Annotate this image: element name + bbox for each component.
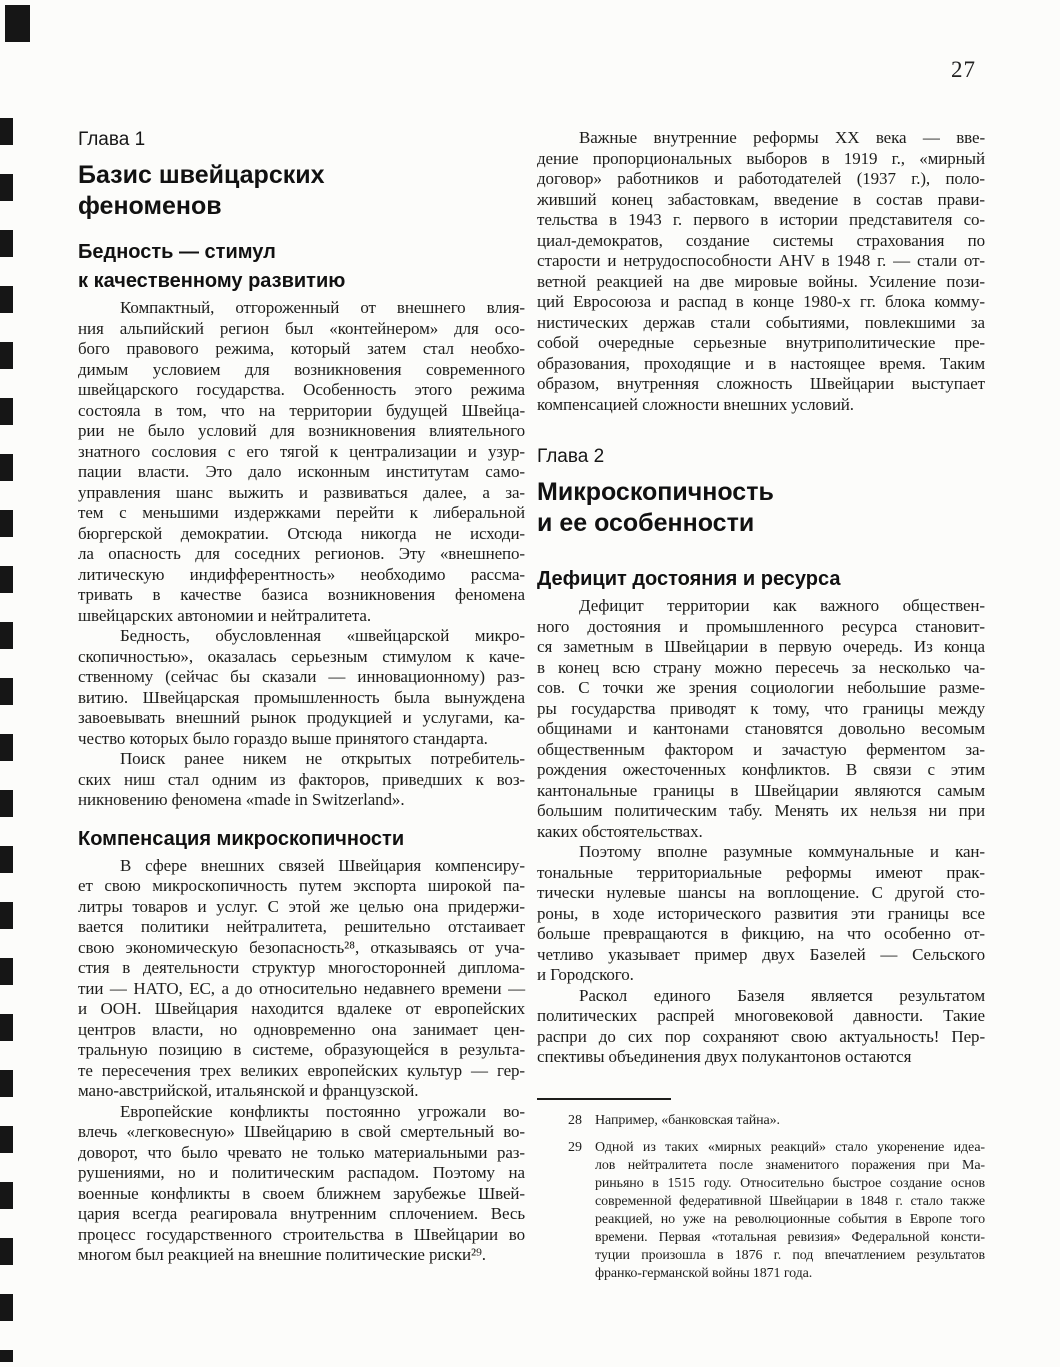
text-line: цария всегда реагировала внутренним сплочением. Весь	[78, 1204, 525, 1223]
text-line: тельства в 1943 г. первого в истории представителя со-	[537, 210, 985, 229]
heading-line: Бедность — стимул	[78, 241, 276, 263]
text-line: общественным фактором и зачастую ферментом за-	[537, 739, 985, 759]
text-line: швейцарских автономии и нейтралитета.	[78, 605, 371, 625]
text-line: спективы объединения двух полукантонов остаются	[537, 1047, 912, 1066]
left-column	[78, 128, 525, 1266]
chapter-label: Глава 2	[537, 446, 605, 467]
text-line: большим политическим табу. Менять их нельзя ни при	[537, 801, 985, 820]
text-line: образования, проходящие и в настоящее время. Таким	[537, 353, 985, 373]
text-line: В сфере внешних связей Швейцария компенсиру-	[120, 855, 525, 875]
text-line: управления шанс выжить и развиваться далее, а за-	[78, 482, 525, 502]
text-line: влечь «легковесную» Швейцарию в свой смертельный во-	[78, 1122, 525, 1141]
heading-line: Микроскопичность	[537, 478, 774, 506]
text-line: живший конец забастовкам, введение в состав прави-	[537, 189, 985, 209]
text-line: пации власти. Это дало исконным институтам само-	[78, 462, 525, 481]
text-line: центров власти, но одновременно она занимает цен-	[78, 1019, 525, 1039]
footnote-line: времени. Первая «тотальная ревизия» Федеральной консти-	[595, 1229, 985, 1245]
text-line: и Городского.	[537, 965, 634, 984]
right-column	[537, 128, 985, 1283]
text-line: бюргерской демократии. Отсюда никогда не исходи-	[78, 523, 525, 543]
text-line: Важные внутренние реформы XX века — вве-	[579, 128, 985, 147]
heading-line: Дефицит достояния и ресурса	[537, 568, 841, 590]
text-line: тривать в качестве базиса возникновения феномена	[78, 585, 525, 604]
section-heading	[78, 238, 525, 296]
text-line: Дефицит территории как важного обществен-	[579, 596, 985, 615]
footnote-rule	[537, 1098, 671, 1100]
text-line: димым условием для возникновения современного	[78, 359, 525, 379]
paragraph	[78, 298, 525, 626]
text-line: знатного сословия с его тягой к централизации и узур-	[78, 441, 525, 461]
chapter-title	[537, 477, 985, 539]
text-line: в конец всю страну можно пересечь за несколько ча-	[537, 657, 985, 677]
text-line: ских ниш стал одним из факторов, приведших к воз-	[78, 769, 525, 789]
text-line: ветной реакцией на две мировые войны. Усиление пози-	[537, 271, 985, 291]
text-line: Поэтому вполне разумные коммунальные и кан-	[579, 842, 985, 861]
text-line: бого правового режима, который затем стал необхо-	[78, 339, 525, 358]
text-line: завоевывать внешний рынок продукцией и услугами, ка-	[78, 708, 525, 727]
text-line: тем с меньшими издержками перейти к либеральной	[78, 503, 525, 522]
text-line: швейцарского государства. Особенность этого режима	[78, 380, 525, 399]
text-line: вается политики нейтралитета, решительно отстаивает	[78, 917, 525, 936]
text-line: дение пропорциональных выборов в 1919 г., «мирный	[537, 148, 985, 168]
chapter-label: Глава 1	[78, 129, 146, 150]
text-line: многом был реакцией на внешние политические риски²⁹.	[78, 1245, 486, 1264]
heading-line: Компенсация микроскопичности	[78, 827, 405, 850]
text-line: ся заметным в Швейцарии в первую очередь. Из конца	[537, 637, 985, 656]
footnote-line: франко-германской войны 1871 года.	[595, 1265, 813, 1281]
scan-corner-mark	[5, 5, 30, 42]
text-line: тональные территориальные реформы имеют прак-	[537, 862, 985, 882]
text-line: литическую индифферентность» необходимо рассма-	[78, 564, 525, 584]
text-line: договор» работников и работодателей (1937 г.), поло-	[537, 169, 985, 188]
footnote-line: реакцией, но уже на революционные события в Европе того	[595, 1211, 985, 1227]
text-line: каких обстоятельствах.	[537, 821, 703, 841]
footnote-line: Например, «банковская тайна».	[595, 1112, 780, 1128]
footnote-line: Одной из таких «мирных реакций» стало укоренение идеа-	[595, 1139, 985, 1155]
scan-edge-marks	[0, 118, 13, 1362]
text-line: компенсацией сложности внешних условий.	[537, 394, 854, 414]
text-line: больше превращаются в фикцию, на что особенно от-	[537, 924, 985, 943]
text-line: политических распрей многовековой давности. Такие	[537, 1006, 985, 1025]
text-line: и ООН. Швейцария находится вдалеке от европейских	[78, 999, 525, 1018]
footnote	[537, 1139, 985, 1283]
heading-line: Базис швейцарских	[78, 161, 325, 189]
text-line: стия в деятельности структур многосторонней диплома-	[78, 958, 525, 977]
text-line: ет свою микроскопичность путем экспорта широкой па-	[78, 876, 525, 895]
text-line: циал-демократов, создание системы страхования по	[537, 230, 985, 250]
heading-line: феноменов	[78, 192, 222, 220]
text-line: Поиск ранее никем не открытых потребитель-	[120, 749, 525, 768]
paragraph	[78, 749, 525, 811]
paragraph	[537, 596, 985, 842]
text-line: распри до сих пор сохраняют свою актуальность! Пер-	[537, 1026, 985, 1046]
text-line: военные конфликты в своем ближнем зарубежье Швей-	[78, 1183, 525, 1203]
text-line: свою экономическую безопасность²⁸, отказываясь от уча-	[78, 937, 525, 957]
text-line: ния альпийский регион был «контейнером» для осо-	[78, 318, 525, 338]
text-line: состояла в том, что на территории будущей Швейца-	[78, 400, 525, 420]
heading-line: и ее особенности	[537, 509, 755, 537]
text-line: рии не было условий для возникновения влиятельного	[78, 421, 525, 440]
text-line: роны, в ходе исторического развития эти границы все	[537, 903, 985, 923]
text-line: Европейские конфликты постоянно угрожали во-	[120, 1101, 525, 1121]
heading-line: к качественному развитию	[78, 270, 346, 292]
paragraph	[537, 128, 985, 415]
text-line: ры государства приводят к тому, что границы между	[537, 698, 985, 718]
section-heading	[537, 565, 985, 594]
text-line: рождения ожесточенных конфликтов. В связи с этим	[537, 760, 985, 779]
text-line: нистических держав стали событиями, повлекшими за	[537, 312, 985, 332]
footnote-line: лов нейтралитета после знаменитого поражения при Ма-	[595, 1157, 985, 1173]
text-line: доворот, что было чревато не только материальными раз-	[78, 1142, 525, 1162]
text-line: сов. С точки же зрения социологии небольшие разме-	[537, 678, 985, 697]
text-line: ного достояния и промышленного ресурса становит-	[537, 616, 985, 636]
footnote-number: 29	[568, 1139, 582, 1155]
paragraph	[78, 856, 525, 1102]
text-line: рушениями, но и политическим распадом. Поэтому на	[78, 1163, 525, 1182]
page-number: 27	[951, 57, 976, 82]
text-line: четливо указывает пример двух Базелей — Сельского	[537, 944, 985, 964]
text-line: тически нулевые шансы на воплощение. С другой сто-	[537, 883, 985, 902]
text-line: чество которых было гораздо выше принятого стандарта.	[78, 728, 488, 748]
text-line: тии — НАТО, ЕС, а до относительно недавнего времени —	[78, 978, 525, 998]
paragraph	[537, 842, 985, 986]
paragraph	[78, 1102, 525, 1266]
text-line: Бедность, обусловленная «швейцарской микро-	[120, 626, 525, 645]
paragraph	[78, 626, 525, 749]
text-line: ций Евросоюза и распад в конце 1980-х гг. блока комму-	[537, 292, 985, 311]
text-line: те пересечения трех великих европейских культур — гер-	[78, 1060, 525, 1080]
footnote-line: риньяно в 1515 году. Относительно быстрое создание основ	[595, 1175, 985, 1191]
text-line: старости и нетрудоспособности AHV в 1948 г. — стали от-	[537, 251, 985, 270]
text-line: кантональные границы в Швейцарии являются самым	[537, 780, 985, 800]
text-line: ственному (сейчас бы сказали — инновационному) раз-	[78, 667, 525, 686]
text-line: Компактный, отгороженный от внешнего влия-	[120, 298, 525, 317]
text-line: витию. Швейцарская промышленность была вынуждена	[78, 687, 525, 707]
footnote-number: 28	[568, 1112, 582, 1128]
text-line: литры товаров и услуг. С этой же целью она придержи-	[78, 896, 525, 916]
text-line: процесс государственного строительства в Швейцарии во	[78, 1224, 525, 1244]
text-line: общинами и кантонами становятся довольно весомым	[537, 719, 985, 738]
text-line: собой очередные серьезные внутриполитические пре-	[537, 333, 985, 352]
text-line: скопичностью», оказалась серьезным стимулом к каче-	[78, 646, 525, 666]
footnote-line: туции произошла в 1876 г. под впечатлением результатов	[595, 1247, 985, 1263]
text-line: образом, внутренняя сложность Швейцарии выступает	[537, 374, 985, 393]
text-line: тральную позицию в системе, образующейся в результа-	[78, 1040, 525, 1059]
text-line: Раскол единого Базеля является результатом	[579, 985, 985, 1005]
text-line: никновению феномена «made in Switzerland».	[78, 790, 405, 809]
chapter-title	[78, 160, 525, 222]
text-line: ла опасность для соседних регионов. Эту «внешнепо-	[78, 544, 525, 563]
section-heading	[78, 825, 525, 854]
footnote-line: современной федеративной Швейцарии в 1848 г. стало также	[595, 1193, 985, 1209]
footnote	[537, 1112, 985, 1130]
text-line: мано-австрийской, итальянской и французской.	[78, 1081, 419, 1100]
paragraph	[537, 986, 985, 1068]
